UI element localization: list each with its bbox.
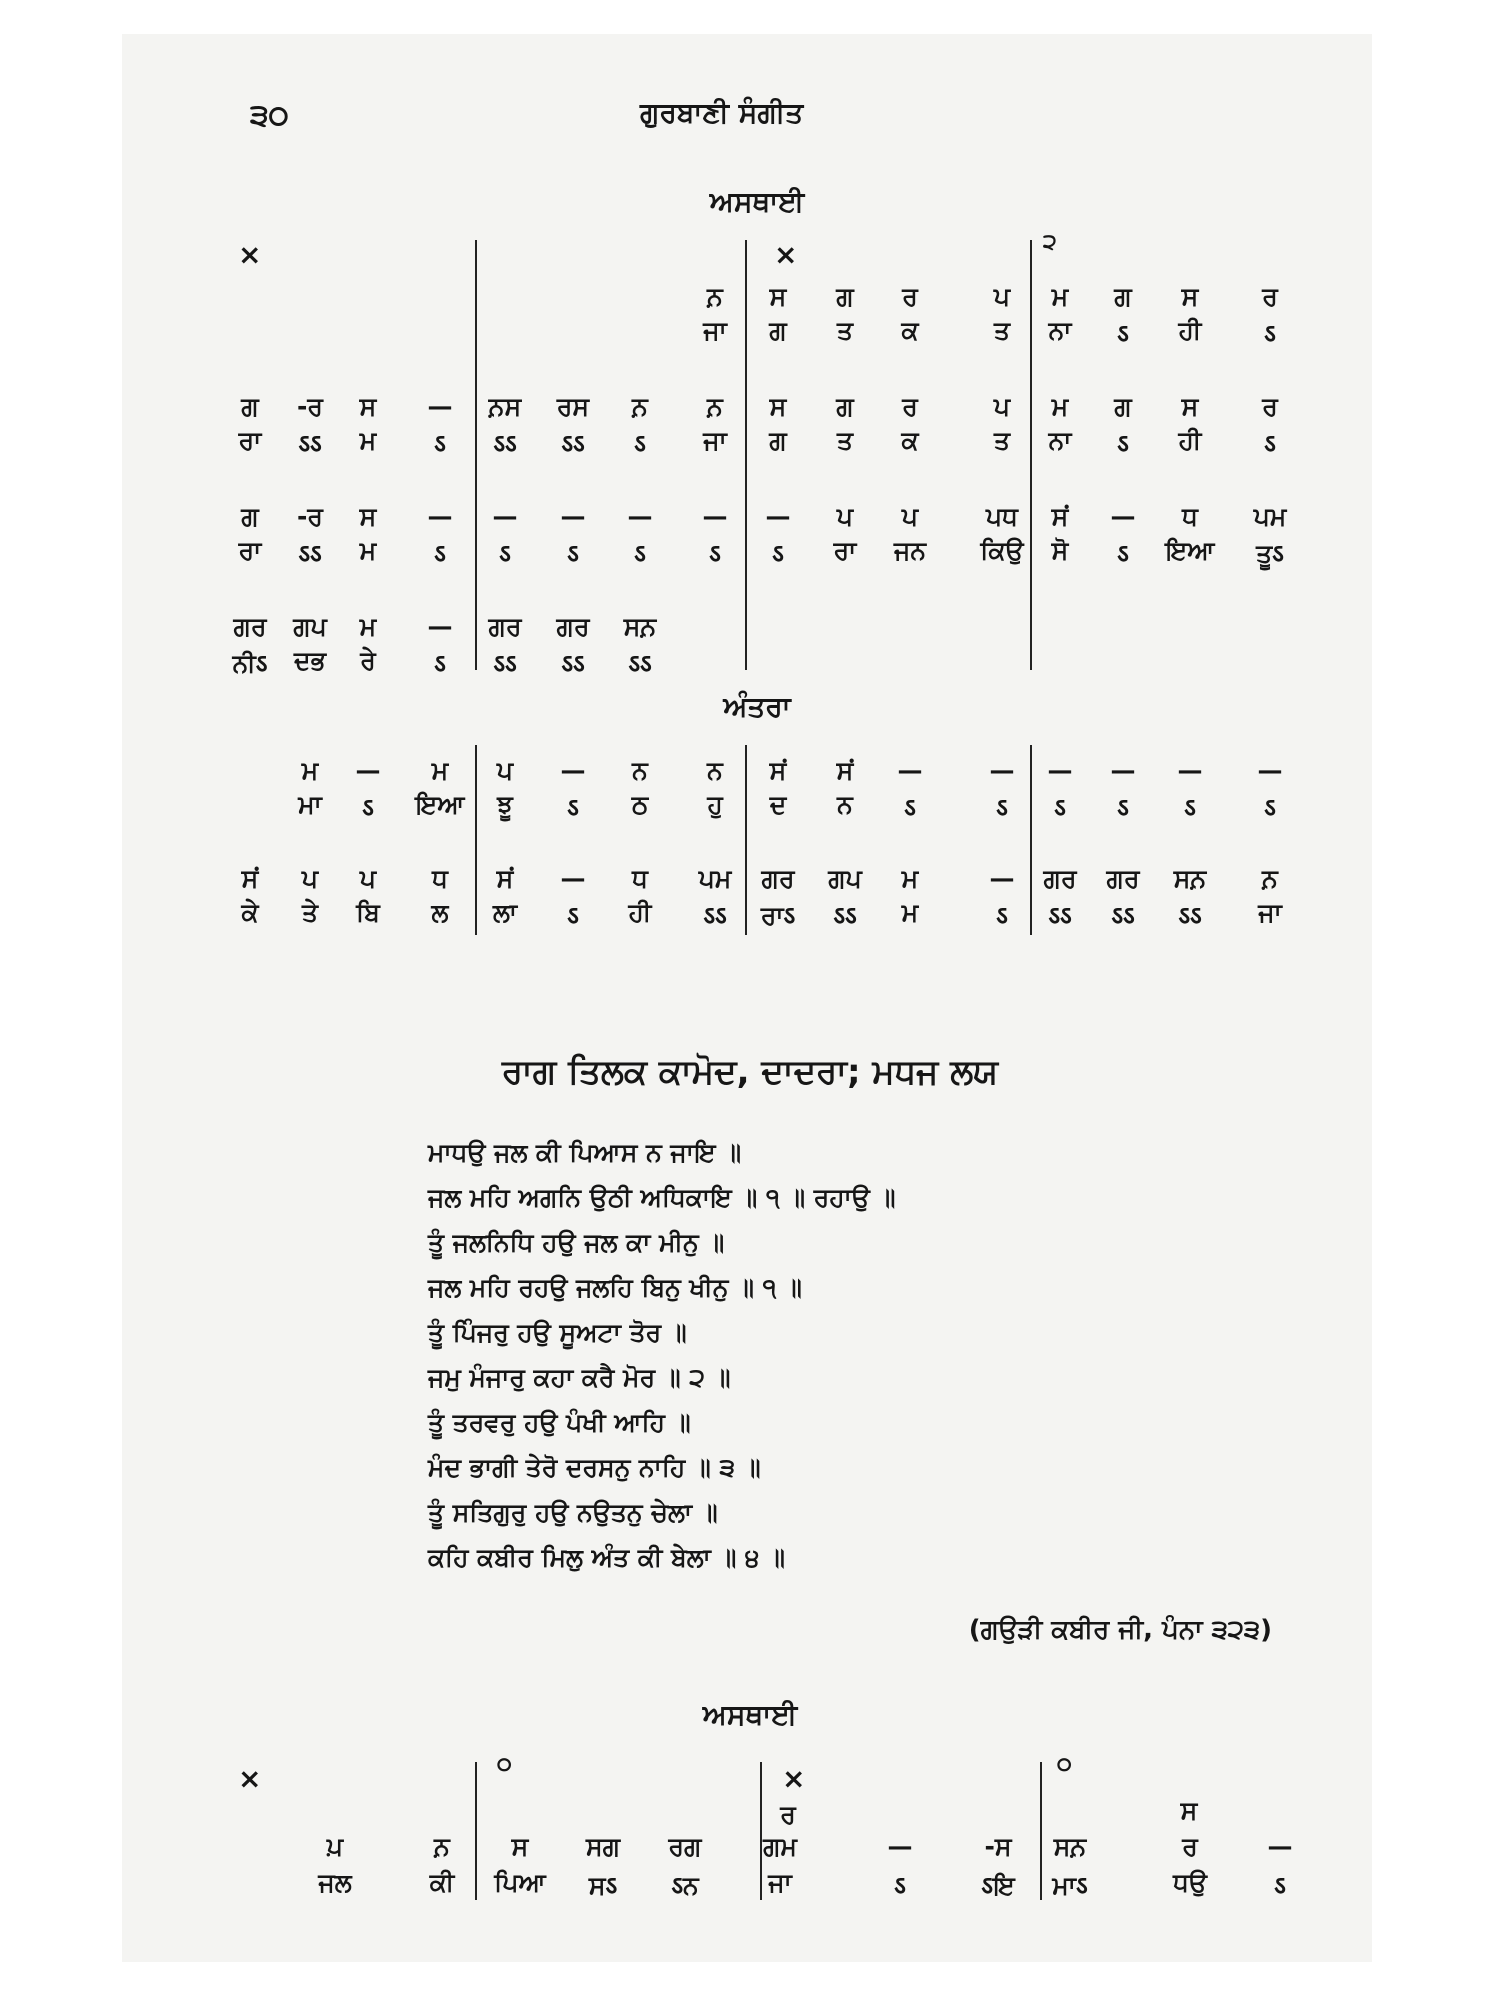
notation-cell: ऽ xyxy=(996,793,1008,822)
notation-cell: ਦਭ xyxy=(294,646,326,675)
notation-cell: ਤ xyxy=(836,316,853,345)
notation-cell: ਗ xyxy=(836,282,854,311)
antra-heading: ਅੰਤਰਾ xyxy=(723,690,791,723)
notation-cell: ਝੂ xyxy=(497,790,513,819)
shabad-line: ਮੰਦ ਭਾਗੀ ਤੇਰੋ ਦਰਸਨੁ ਨਾਹਿ ॥ ੩ ॥ xyxy=(428,1453,761,1482)
notation-cell: ਗਪ xyxy=(293,612,327,641)
notation-cell: ऽऽ xyxy=(628,649,652,678)
notation-cell: ਸਨ਼ xyxy=(623,612,657,641)
notation-cell: ਗ xyxy=(241,502,259,531)
notation-cell: ऽ xyxy=(1117,319,1129,348)
notation-cell: ਪ xyxy=(993,282,1011,311)
taal-marker-sam-1: × xyxy=(238,238,262,271)
notation-cell: ਰ xyxy=(902,282,918,311)
notation-cell: ਗਰ xyxy=(761,864,795,893)
upper-octave-note: ਰ xyxy=(780,1800,796,1829)
notation-cell: ਗਮ xyxy=(763,1832,797,1861)
notation-cell: ਪ xyxy=(301,864,319,893)
shabad-line: ਜਲ ਮਹਿ ਰਹਉ ਜਲਹਿ ਬਿਨੁ ਖੀਨੁ ॥ ੧ ॥ xyxy=(428,1273,802,1302)
notation-cell: ऽਇ xyxy=(981,1871,1015,1900)
notation-cell: ऽ xyxy=(634,429,646,458)
notation-cell: ऽऽ xyxy=(703,901,727,930)
notation-cell: ऽ xyxy=(996,901,1008,930)
notation-cell: ऽ xyxy=(1117,429,1129,458)
notation-cell: ਨ xyxy=(837,790,853,819)
notation-cell: ਸਂ xyxy=(836,756,854,785)
notation-cell: ਜਨ xyxy=(894,536,926,565)
notation-cell: — xyxy=(989,756,1015,785)
notation-cell: ਨੀऽ xyxy=(232,649,268,678)
notation-cell: ਮ xyxy=(359,536,377,565)
notation-cell: ਰਾऽ xyxy=(760,901,796,930)
notation-cell: ऽ xyxy=(567,539,579,568)
notation-cell: ਮ xyxy=(359,612,377,641)
notation-cell: ਨਾ xyxy=(1048,316,1072,345)
notation-cell: ऽऽ xyxy=(561,429,585,458)
notation-cell: — xyxy=(1110,756,1136,785)
notation-cell: ऽ xyxy=(634,539,646,568)
notation-cell: ਮ xyxy=(901,864,919,893)
notation-cell: ਮਾ xyxy=(298,790,322,819)
taal-marker-khali-1: ੦ xyxy=(497,1752,512,1777)
notation-cell: ਮਾऽ xyxy=(1052,1871,1088,1900)
notation-cell: ਗਰ xyxy=(488,612,522,641)
taal-marker-khali-2: ੦ xyxy=(1057,1752,1072,1777)
notation-cell: ਕੇ xyxy=(241,898,259,927)
notation-cell: ਨ਼ xyxy=(434,1832,450,1861)
notation-cell: ऽऽ xyxy=(493,429,517,458)
notation-cell: ਪਿਆ xyxy=(494,1868,546,1897)
notation-cell: — xyxy=(492,502,518,531)
notation-cell: ਮ xyxy=(301,756,319,785)
notation-cell: ਸਂ xyxy=(1051,502,1069,531)
notation-cell: ਜਾ xyxy=(703,316,727,345)
taal-marker-sam-4: × xyxy=(782,1762,806,1795)
shabad-line: ਮਾਧਉ ਜਲ ਕੀ ਪਿਆਸ ਨ ਜਾਇ ॥ xyxy=(428,1138,742,1167)
notation-cell: ਇਆ xyxy=(1165,536,1215,565)
notation-cell: ਸ xyxy=(1181,392,1199,421)
notation-cell: ਧਉ xyxy=(1173,1868,1207,1897)
notation-cell: — xyxy=(887,1832,913,1861)
notation-cell: ਗਪ xyxy=(828,864,862,893)
notation-cell: — xyxy=(1267,1832,1293,1861)
notation-cell: ਪ xyxy=(359,864,377,893)
notation-cell: ਨ਼ xyxy=(1262,864,1278,893)
shabad-line: ਜਲ ਮਹਿ ਅਗਨਿ ਉਠੀ ਅਧਿਕਾਇ ॥ ੧ ॥ ਰਹਾਉ ॥ xyxy=(428,1183,896,1212)
asthai-heading-1: ਅਸਥਾਈ xyxy=(709,185,805,218)
notation-cell: ਰਾ xyxy=(833,536,857,565)
notation-cell: ਤ xyxy=(836,426,853,455)
notation-cell: ਕ xyxy=(901,316,919,345)
notation-cell: ਨ਼ xyxy=(707,392,723,421)
notation-cell: ਗਰ xyxy=(1043,864,1077,893)
notation-cell: ਸਂ xyxy=(769,756,787,785)
shabad-line: ਕਹਿ ਕਬੀਰ ਮਿਲੁ ਅੰਤ ਕੀ ਬੇਲਾ ॥ ੪ ॥ xyxy=(428,1543,785,1572)
notation-cell: ਕਿਉ xyxy=(980,536,1024,565)
notation-cell: ऽ xyxy=(1117,793,1129,822)
notation-cell: ਪ xyxy=(993,392,1011,421)
notation-cell: ਸਂ xyxy=(241,864,259,893)
notation-cell: ਮ xyxy=(431,756,449,785)
taal-marker-sam-2: × xyxy=(774,238,798,271)
notation-cell: ਇਆ xyxy=(415,790,465,819)
notation-cell: ਰਾ xyxy=(238,426,262,455)
notation-cell: ਰਗ xyxy=(668,1832,702,1861)
notation-cell: ਗ xyxy=(1114,392,1132,421)
notation-cell: — xyxy=(627,502,653,531)
notation-cell: ਰ xyxy=(1262,392,1278,421)
notation-cell: ਗ xyxy=(241,392,259,421)
notation-cell: ਠ xyxy=(631,790,649,819)
citation: (ਗਉੜੀ ਕਬੀਰ ਜੀ, ਪੰਨਾ ੩੨੩) xyxy=(968,1615,1272,1645)
notation-cell: ਨ਼ਸ xyxy=(488,392,522,421)
notation-cell: ਧ xyxy=(1182,502,1198,531)
notation-cell: ਹੀ xyxy=(628,898,652,927)
notation-cell: ਲਾ xyxy=(492,898,518,927)
notation-cell: ਰ xyxy=(1262,282,1278,311)
notation-cell: ਜਾ xyxy=(703,426,727,455)
notation-cell: ਲ xyxy=(431,898,449,927)
notation-cell: ਗਰ xyxy=(1106,864,1140,893)
notation-cell: ऽ xyxy=(772,539,784,568)
notation-cell: — xyxy=(427,502,453,531)
notation-cell: — xyxy=(989,864,1015,893)
notation-cell: ऽ xyxy=(567,793,579,822)
notation-cell: — xyxy=(702,502,728,531)
notation-cell: ਸ xyxy=(769,392,787,421)
notation-cell: ऽऽ xyxy=(833,901,857,930)
notation-cell: ऽ xyxy=(1264,793,1276,822)
notation-cell: ਗ xyxy=(769,316,787,345)
notation-cell: — xyxy=(1047,756,1073,785)
upper-octave-note: ਸ xyxy=(1180,1796,1198,1825)
notation-cell: ਗਰ xyxy=(556,612,590,641)
notation-cell: ऽऽ xyxy=(493,649,517,678)
running-header-title: ਗੁਰਬਾਣੀ ਸੰਗੀਤ xyxy=(640,96,804,129)
notation-cell: ਸ xyxy=(359,392,377,421)
notation-cell: ਰ xyxy=(1182,1832,1198,1861)
notation-cell: — xyxy=(355,756,381,785)
notation-cell: ऽਨ xyxy=(671,1871,699,1900)
notation-cell: — xyxy=(1177,756,1203,785)
page-number: ੩੦ xyxy=(250,98,289,133)
notation-cell: ਮ xyxy=(1051,392,1069,421)
notation-cell: ਜਾ xyxy=(768,1868,792,1897)
notation-cell: ਤ xyxy=(993,316,1010,345)
notation-cell: ਸ xyxy=(359,502,377,531)
notation-cell: ऽ xyxy=(709,539,721,568)
notation-cell: ਜਾ xyxy=(1258,898,1282,927)
notation-cell: ਤ xyxy=(993,426,1010,455)
notation-cell: ऽ xyxy=(894,1871,906,1900)
notation-cell: ऽ xyxy=(1117,539,1129,568)
notation-cell: ਰਸ xyxy=(556,392,590,421)
notation-cell: — xyxy=(1257,756,1283,785)
notation-cell: ऽ xyxy=(904,793,916,822)
notation-cell: ਪ਼ xyxy=(326,1832,344,1861)
notation-cell: ਧ xyxy=(632,864,648,893)
notation-cell: ਸਨ਼ xyxy=(1173,864,1207,893)
notation-cell: ਸ xyxy=(1181,282,1199,311)
notation-cell: ਪ xyxy=(496,756,514,785)
notation-cell: ਗ xyxy=(1114,282,1132,311)
shabad-line: ਤੂੰ ਪਿੰਜਰੁ ਹਉ ਸੂਅਟਾ ਤੋਰ ॥ xyxy=(428,1318,687,1347)
notation-cell: — xyxy=(427,612,453,641)
notation-cell: ऽऽ xyxy=(1178,901,1202,930)
notation-cell: ऽऽ xyxy=(561,649,585,678)
notation-cell: ਗਰ xyxy=(233,612,267,641)
notation-cell: — xyxy=(427,392,453,421)
notation-cell: — xyxy=(765,502,791,531)
vibhag-divider xyxy=(760,1762,762,1900)
notation-cell: ਹੀ xyxy=(1178,426,1202,455)
notation-cell: ਪਧ xyxy=(986,502,1018,531)
notation-cell: ਜਲ xyxy=(318,1868,352,1897)
notation-cell: — xyxy=(560,864,586,893)
vibhag-divider xyxy=(1040,1762,1042,1900)
notation-cell: ऽऽ xyxy=(298,539,322,568)
notation-cell: ऽ xyxy=(1274,1871,1286,1900)
notation-cell: ਨਾ xyxy=(1048,426,1072,455)
notation-cell: ऽऽ xyxy=(298,429,322,458)
notation-cell: ਪਮ xyxy=(1253,502,1287,531)
notation-cell: ਬਿ xyxy=(356,898,380,927)
taal-marker-taali-2: ੨ xyxy=(1043,230,1057,255)
shabad-line: ਤੂੰ ਸਤਿਗੁਰੁ ਹਉ ਨਉਤਨੁ ਚੇਲਾ ॥ xyxy=(428,1498,718,1527)
notation-cell: ऽ xyxy=(499,539,511,568)
notation-cell: ਪ xyxy=(901,502,919,531)
notation-cell: ऽ xyxy=(1054,793,1066,822)
notation-cell: ਨ xyxy=(632,756,648,785)
notation-cell: ऽ xyxy=(567,901,579,930)
notation-cell: ऽ xyxy=(434,429,446,458)
notation-cell: ਮ xyxy=(1051,282,1069,311)
notation-cell: -ਸ xyxy=(984,1832,1012,1861)
notation-cell: ਸਨ਼ xyxy=(1053,1832,1087,1861)
notation-cell: ਸऽ xyxy=(588,1871,618,1900)
notation-cell: ਰਾ xyxy=(238,536,262,565)
notation-cell: ਨ਼ xyxy=(632,392,648,421)
notation-cell: ਮ xyxy=(359,426,377,455)
notation-cell: ਗ xyxy=(769,426,787,455)
notation-cell: ਕੀ xyxy=(429,1868,455,1897)
notation-cell: ਸਂ xyxy=(496,864,514,893)
notation-cell: — xyxy=(560,502,586,531)
notation-cell: ਹੁ xyxy=(707,790,723,819)
asthai-heading-2: ਅਸਥਾਈ xyxy=(702,1698,798,1731)
notation-cell: — xyxy=(560,756,586,785)
notation-cell: ऽ xyxy=(1264,429,1276,458)
notation-cell: ऽ xyxy=(434,649,446,678)
notation-cell: ਹੀ xyxy=(1178,316,1202,345)
notation-cell: ਦ xyxy=(769,790,787,819)
shabad-line: ਜਮੁ ਮੰਜਾਰੁ ਕਹਾ ਕਰੈ ਮੋਰ ॥ ੨ ॥ xyxy=(428,1363,731,1392)
notation-cell: -ਰ xyxy=(297,392,323,421)
notation-cell: ਸੋ xyxy=(1051,536,1069,565)
shabad-line: ਤੂੰ ਤਰਵਰੁ ਹਉ ਪੰਖੀ ਆਹਿ ॥ xyxy=(428,1408,691,1437)
notation-cell: ਸ xyxy=(511,1832,529,1861)
notation-cell: ਨ਼ xyxy=(707,282,723,311)
notation-cell: ਮ xyxy=(901,898,919,927)
vibhag-divider xyxy=(475,1762,477,1900)
notation-cell: ਪਮ xyxy=(698,864,732,893)
notation-cell: ਸ xyxy=(769,282,787,311)
notation-cell: — xyxy=(897,756,923,785)
shabad-line: ਤੂੰ ਜਲਨਿਧਿ ਹਉ ਜਲ ਕਾ ਮੀਨੁ ॥ xyxy=(428,1228,725,1257)
notation-cell: ऽ xyxy=(1264,319,1276,348)
notation-cell: ऽ xyxy=(362,793,374,822)
notation-cell: ਰੇ xyxy=(360,646,376,675)
notation-cell: ऽऽ xyxy=(1111,901,1135,930)
notation-cell: ऽ xyxy=(434,539,446,568)
taal-marker-sam-3: × xyxy=(238,1762,262,1795)
notation-cell: ऽऽ xyxy=(1048,901,1072,930)
notation-cell: ਧ xyxy=(432,864,448,893)
notation-cell: ਕ xyxy=(901,426,919,455)
notation-cell: -ਰ xyxy=(297,502,323,531)
notation-cell: ਰ xyxy=(902,392,918,421)
notation-cell: — xyxy=(1110,502,1136,531)
notation-cell: ਤੂऽ xyxy=(1256,539,1284,568)
notation-cell: ਤੇ xyxy=(301,898,318,927)
notation-cell: ऽ xyxy=(1184,793,1196,822)
notation-cell: ਨ xyxy=(707,756,723,785)
notation-cell: ਪ xyxy=(836,502,854,531)
notation-cell: ਸਗ xyxy=(585,1832,621,1861)
notation-cell: ਗ xyxy=(836,392,854,421)
raag-title: ਰਾਗ ਤਿਲਕ ਕਾਮੋਦ, ਦਾਦਰਾ; ਮਧਜ ਲਯ xyxy=(501,1052,999,1092)
